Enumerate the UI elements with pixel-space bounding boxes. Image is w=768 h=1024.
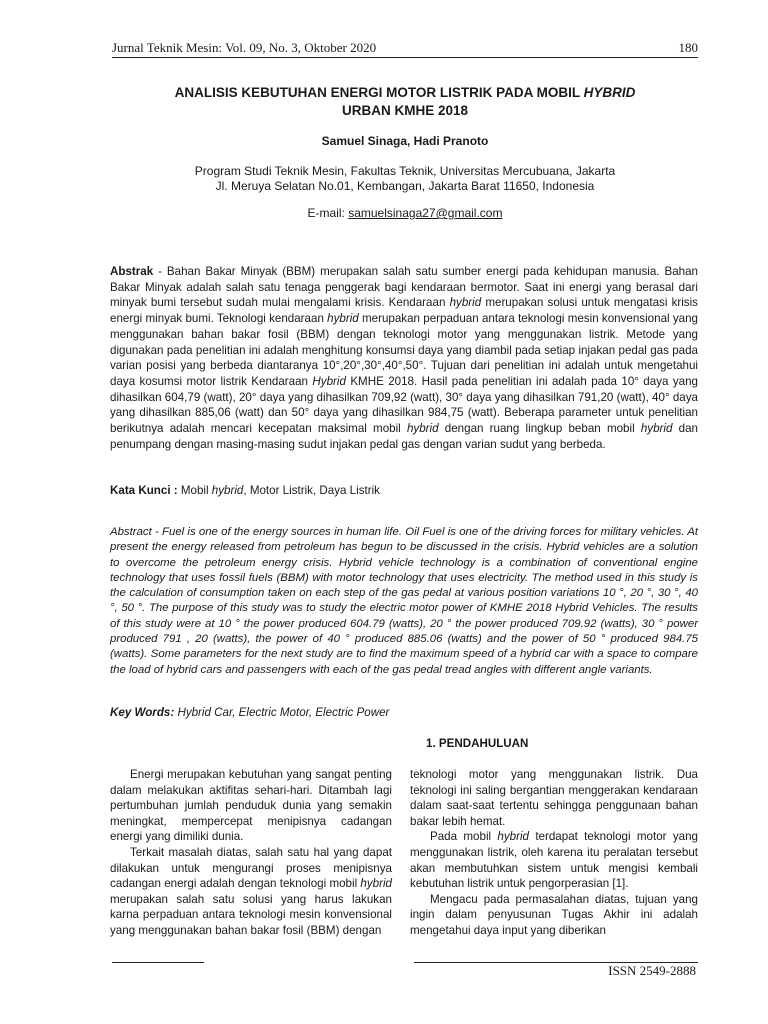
abstrak-text-6: dan penumpang dengan masing-masing sudut injakan pedal gas dengan varian sudut yang berbeda. (110, 422, 698, 451)
title-line2: URBAN KMHE 2018 (341, 103, 469, 118)
abstrak-paragraph (110, 264, 698, 452)
abstract-english: Abstract - Fuel is one of the energy sources in human life. Oil Fuel is one of the driving forces for military vehicles. At present the energy released from petroleum has begun to be discussed in the crisis. Hybrid vehicles are a solution to overcome the petroleum energy crisis. Hybrid vehicle technology is a combination of conventional engine technology that uses fossil fuels (BBM) with motor technology that uses electricity. The method used in this study is the calculation of consumption taken on each step of the gas pedal at various position variations 10 °, 20 °, 30 °, 40 °, 50 °. The purpose of this study was to study the electric motor power of KMHE 2018 Hybrid Vehicles. The results of this study were at 10 ° the power produced 604.79 (watts), 20 ° the power produced 709.92 (watts), 30 ° power produced 791 , 20 (watts), the power of 40 ° produced 885.06 (watts) and the power of 50 ° produced 984.75 (watts). Some parameters for the next study are to find the maximum speed of a hybrid car with a space to compare the load of hybrid cars and passengers with each of the gas pedal tread angles with different angle variants. (110, 526, 698, 676)
issn-footer: ISSN 2549-2888 (608, 963, 696, 978)
email-line (110, 206, 700, 220)
abstrak-text-1: - Bahan Bakar Minyak (BBM) merupakan salah satu sumber energi pada kehidupan manusia. Bahan Bakar Minyak adalah salah satu tenaga penggerak bagi kendaraan bermotor. Saat ini energi yang berasal dari minyak bumi tersebut sudah mulai mengalami krisis. Kendaraan (110, 265, 698, 310)
abstrak-text-2: merupakan solusi untuk mengatasi krisis energi minyak bumi. Teknologi kendaraan (110, 296, 698, 326)
kata-kunci-text-1: Mobil (177, 484, 212, 497)
kata-kunci-italic: hybrid (211, 484, 244, 497)
key-words (110, 706, 698, 719)
abstrak-italic-1: hybrid (449, 296, 482, 310)
left-p2-text-a: Terkait masalah diatas, salah satu hal yang dapat dilakukan untuk mengurangi proses menipisnya cadangan energi adalah dengan teknologi mobil (110, 845, 392, 891)
title-line1-italic: HYBRID (583, 85, 636, 100)
title-line1-prefix: ANALISIS KEBUTUHAN ENERGI MOTOR LISTRIK PADA MOBIL (174, 85, 584, 100)
email-label: E-mail: (307, 206, 349, 220)
left-paragraph-1: Energi merupakan kebutuhan yang sangat penting dalam melakukan aktifitas sehari-hari. Ditambah lagi pertumbuhan jumlah penduduk dunia yang semakin meningkat, mempercepat menipisnya cadangan energi yang dimiliki dunia. (110, 768, 392, 844)
left-column (110, 767, 392, 939)
affiliation-line1: Program Studi Teknik Mesin, Fakultas Teknik, Universitas Mercubuana, Jakarta (194, 164, 616, 178)
abstrak-italic-2: hybrid (327, 312, 359, 326)
abstrak-text-4: KMHE 2018. Hasil pada penelitian ini adalah pada 10° daya yang dihasilkan 604,79 (watt), 20° daya yang dihasilkan 709,92 (watt), 30° daya yang dihasilkan 791,20 (watt), 40° daya yang dihasilkan 885,06 (watt) dan 50° daya yang dihasilkan 984,75 (watt). Beberapa parameter untuk penelitian berikutnya adalah mencari kecepatan maksimal mobil (110, 374, 698, 436)
left-p2-italic: hybrid (360, 877, 392, 891)
running-header (112, 40, 698, 58)
author-list: Samuel Sinaga, Hadi Pranoto (321, 134, 489, 148)
right-p2-italic: hybrid (497, 830, 529, 844)
kata-kunci (110, 484, 698, 497)
right-paragraph-2 (410, 829, 698, 891)
section-heading: 1. PENDAHULUAN (426, 737, 529, 750)
journal-citation: Jurnal Teknik Mesin: Vol. 09, No. 3, Oktober 2020 (112, 40, 377, 55)
abstrak-italic-4: hybrid (406, 422, 439, 436)
abstrak-label: Abstrak (110, 265, 154, 278)
affiliation (110, 164, 700, 194)
right-column (410, 767, 698, 939)
footer-rule-gap (204, 961, 414, 964)
key-words-label: Key Words: (110, 706, 175, 719)
right-paragraph-3: Mengacu pada permasalahan diatas, tujuan yang ingin dalam penyusunan Tugas Akhir ini adalah mengetahui daya input yang diberikan (410, 892, 698, 937)
kata-kunci-text-2: , Motor Listrik, Daya Listrik (243, 484, 380, 497)
right-p2-text-b: terdapat teknologi motor yang menggunakan listrik, oleh karena itu peralatan tersebut akan membutuhkan sistem untuk mengisi kembali kebutuhan listrik untuk pengorperasian [1]. (410, 830, 698, 891)
affiliation-line2: Jl. Meruya Selatan No.01, Kembangan, Jakarta Barat 11650, Indonesia (215, 179, 595, 193)
email-link[interactable]: samuelsinaga27@gmail.com (348, 206, 503, 220)
right-p2-text-a: Pada mobil (430, 830, 498, 844)
left-paragraph-2 (110, 845, 392, 939)
abstrak-text-3: merupakan perpaduan antara teknologi mesin konvensional yang menggunakan bahan bakar fosil (BBM) dengan teknologi motor yang menggunakan listrik. Metode yang digunakan pada penelitian ini adalah menghitung konsumsi daya yang diambil pada setiap injakan pedal gas pada varian posisi yang berbeda diantaranya 10°,20°,30°,40°,50°. Tujuan dari penelitian ini adalah untuk mengetahui daya kosumsi motor listrik Kendaraan (110, 312, 698, 388)
left-p2-text-b: merupakan salah satu solusi yang harus lakukan karna perpaduan antara teknologi mesin konvensional yang menggunakan bahan bakar fosil (BBM) dengan (110, 892, 392, 937)
kata-kunci-label: Kata Kunci : (110, 484, 178, 497)
abstrak-text-5: dengan ruang lingkup beban mobil (438, 422, 641, 436)
page-number: 180 (678, 40, 698, 55)
abstrak-italic-3: Hybrid (312, 374, 346, 388)
right-paragraph-1: teknologi motor yang menggunakan listrik. Dua teknologi ini saling bergantian menggerakan kendaraan dalam saat-saat tertentu sehingga penggunaan bahan bakar lebih hemat. (410, 768, 698, 828)
abstrak-italic-5: hybrid (640, 422, 673, 436)
key-words-text: Hybrid Car, Electric Motor, Electric Power (174, 706, 390, 719)
paper-title (110, 84, 700, 120)
